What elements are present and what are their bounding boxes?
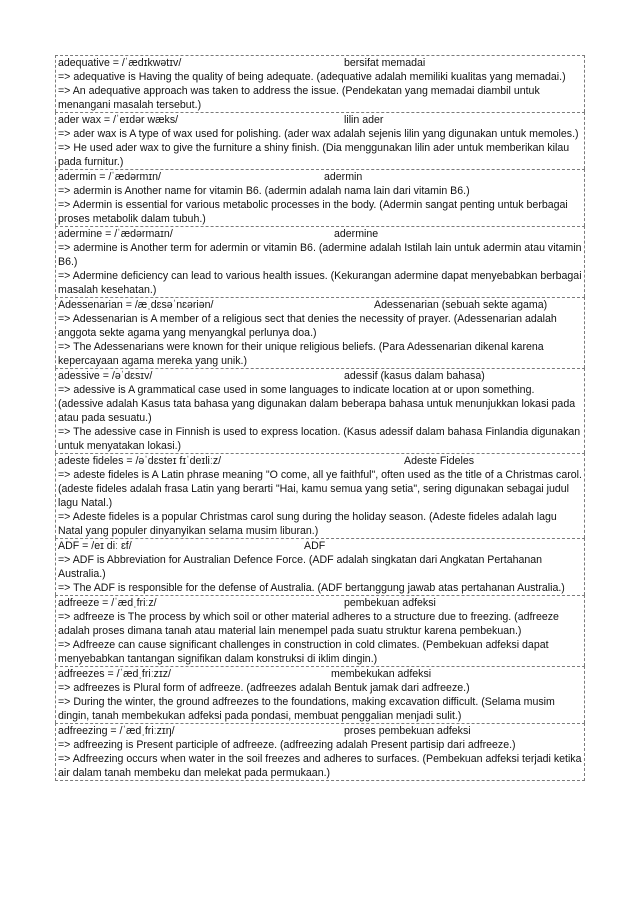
entry-example: => The Adessenarians were known for their unique religious beliefs. (Para Adessenarian dikenal karena kepercayaan agama mereka yang unik.) bbox=[58, 341, 544, 367]
entry-translation: pembekuan adfeksi bbox=[344, 597, 436, 609]
dictionary-entry bbox=[55, 538, 585, 595]
entry-translation: Adessenarian (sebuah sekte agama) bbox=[374, 299, 548, 311]
entry-header bbox=[58, 369, 582, 383]
entry-header bbox=[58, 539, 582, 553]
entry-example: => An adequative approach was taken to address the issue. (Pendekatan yang memadai diambil untuk menangani masalah tersebut.) bbox=[58, 85, 540, 111]
entry-example: => The adessive case in Finnish is used to express location. (Kasus adessif dalam bahasa Finlandia digunakan untuk menyatakan lokasi.) bbox=[58, 426, 581, 452]
entry-translation: proses pembekuan adfeksi bbox=[344, 725, 471, 737]
entry-example: => Adermine deficiency can lead to various health issues. (Kekurangan adermine dapat menyebabkan berbagai masalah kesehatan.) bbox=[58, 270, 582, 296]
entry-header bbox=[58, 227, 582, 241]
entry-translation: adessif (kasus dalam bahasa) bbox=[344, 370, 485, 382]
entry-example: => Adermin is essential for various metabolic processes in the body. (Adermin sangat penting untuk berbagai proses metabolik dalam tubuh.) bbox=[58, 199, 568, 225]
entry-header bbox=[58, 298, 582, 312]
entry-translation: membekukan adfeksi bbox=[331, 668, 432, 680]
entry-example: => During the winter, the ground adfreezes to the foundations, making excavation difficult. (Selama musim dingin, tanah membekukan adfeksi pada pondasi, membuat penggalian menjadi sulit.) bbox=[58, 696, 555, 722]
entry-example: => Adeste fideles is a popular Christmas carol sung during the holiday season. (Adeste fideles adalah lagu Natal yang populer dinyanyikan selama musim liburan.) bbox=[58, 511, 557, 537]
entry-definition: => adequative is Having the quality of being adequate. (adequative adalah memiliki kualitas yang memadai.) bbox=[58, 71, 566, 83]
dictionary-entry bbox=[55, 723, 585, 781]
entry-header bbox=[58, 170, 582, 184]
entry-term: adequative = /ˈædɪkwətɪv/ bbox=[58, 57, 182, 69]
entry-translation: Adeste Fideles bbox=[404, 455, 475, 467]
dictionary-entry bbox=[55, 112, 585, 169]
dictionary-entry bbox=[55, 226, 585, 297]
entry-term: adfreeze = /ˈædˌfriːz/ bbox=[58, 597, 157, 609]
entry-definition: => adermin is Another name for vitamin B6. (adermin adalah nama lain dari vitamin B6.) bbox=[58, 185, 470, 197]
entry-definition: => adfreezing is Present participle of adfreeze. (adfreezing adalah Present partisip dari adfreeze.) bbox=[58, 739, 516, 751]
entry-definition: => adfreezes is Plural form of adfreeze. (adfreezes adalah Bentuk jamak dari adfreeze.) bbox=[58, 682, 470, 694]
entry-definition: => adeste fideles is A Latin phrase meaning "O come, all ye faithful", often used as the title of a Christmas carol. (adeste fideles adalah frasa Latin yang berarti "Hai, kamu semua yang setia", sering digunakan sebagai judul lagu Natal.) bbox=[58, 469, 582, 509]
entry-term: adessive = /əˈdɛsɪv/ bbox=[58, 370, 153, 382]
entry-term: adeste fideles = /əˈdɛsteɪ fɪˈdeɪliːz/ bbox=[58, 455, 222, 467]
entry-term: adermine = /ˈædərmaɪn/ bbox=[58, 228, 173, 240]
dictionary-entry bbox=[55, 55, 585, 112]
entry-header bbox=[58, 596, 582, 610]
entry-header bbox=[58, 454, 582, 468]
entry-header bbox=[58, 724, 582, 738]
dictionary-entry bbox=[55, 595, 585, 666]
dictionary-entry bbox=[55, 169, 585, 226]
entry-header bbox=[58, 667, 582, 681]
entry-translation: lilin ader bbox=[344, 114, 384, 126]
entry-definition: => ader wax is A type of wax used for polishing. (ader wax adalah sejenis lilin yang digunakan untuk memoles.) bbox=[58, 128, 579, 140]
entry-translation: ADF bbox=[304, 540, 326, 552]
entry-example: => Adfreeze can cause significant challenges in construction in cold climates. (Pembekuan adfeksi dapat menyebabkan tantangan signifikan dalam konstruksi di iklim dingin.) bbox=[58, 639, 549, 665]
entry-translation: adermine bbox=[334, 228, 379, 240]
entry-term: ADF = /eɪ diː ɛf/ bbox=[58, 540, 132, 552]
entry-header bbox=[58, 113, 582, 127]
entry-term: adermin = /ˈædərmɪn/ bbox=[58, 171, 161, 183]
dictionary-list bbox=[55, 55, 585, 781]
entry-definition: => Adessenarian is A member of a religious sect that denies the necessity of prayer. (Adessenarian adalah anggota sekte agama yang menyangkal perlunya doa.) bbox=[58, 313, 557, 339]
entry-example: => Adfreezing occurs when water in the soil freezes and adheres to surfaces. (Pembekuan adfeksi terjadi ketika air dalam tanah membeku dan melekat pada permukaan.) bbox=[58, 753, 582, 779]
entry-term: adfreezing = /ˈædˌfriːzɪŋ/ bbox=[58, 725, 175, 737]
entry-example: => He used ader wax to give the furniture a shiny finish. (Dia menggunakan lilin ader untuk memberikan kilau pada furnitur.) bbox=[58, 142, 570, 168]
entry-translation: adermin bbox=[324, 171, 363, 183]
entry-term: Adessenarian = /æˌdɛsəˈnɛəriən/ bbox=[58, 299, 214, 311]
dictionary-entry bbox=[55, 453, 585, 538]
entry-definition: => ADF is Abbreviation for Australian Defence Force. (ADF adalah singkatan dari Angkatan Pertahanan Australia.) bbox=[58, 554, 543, 580]
entry-definition: => adfreeze is The process by which soil or other material adheres to a structure due to freezing. (adfreeze adalah proses dimana tanah atau material lain menempel pada suatu struktur karena pembekuan.) bbox=[58, 611, 559, 637]
entry-header bbox=[58, 56, 582, 70]
entry-example: => The ADF is responsible for the defense of Australia. (ADF bertanggung jawab atas pertahanan Australia.) bbox=[58, 582, 565, 594]
entry-definition: => adessive is A grammatical case used in some languages to indicate location at or upon something. (adessive adalah Kasus tata bahasa yang digunakan dalam beberapa bahasa untuk menunjukkan lokasi pada atau pada sesuatu.) bbox=[58, 384, 576, 424]
dictionary-entry bbox=[55, 368, 585, 453]
dictionary-entry bbox=[55, 297, 585, 368]
entry-definition: => adermine is Another term for adermin or vitamin B6. (adermine adalah Istilah lain untuk adermin atau vitamin B6.) bbox=[58, 242, 582, 268]
entry-term: adfreezes = /ˈædˌfriːzɪz/ bbox=[58, 668, 171, 680]
dictionary-entry bbox=[55, 666, 585, 723]
entry-term: ader wax = /ˈeɪdər wæks/ bbox=[58, 114, 179, 126]
entry-translation: bersifat memadai bbox=[344, 57, 426, 69]
